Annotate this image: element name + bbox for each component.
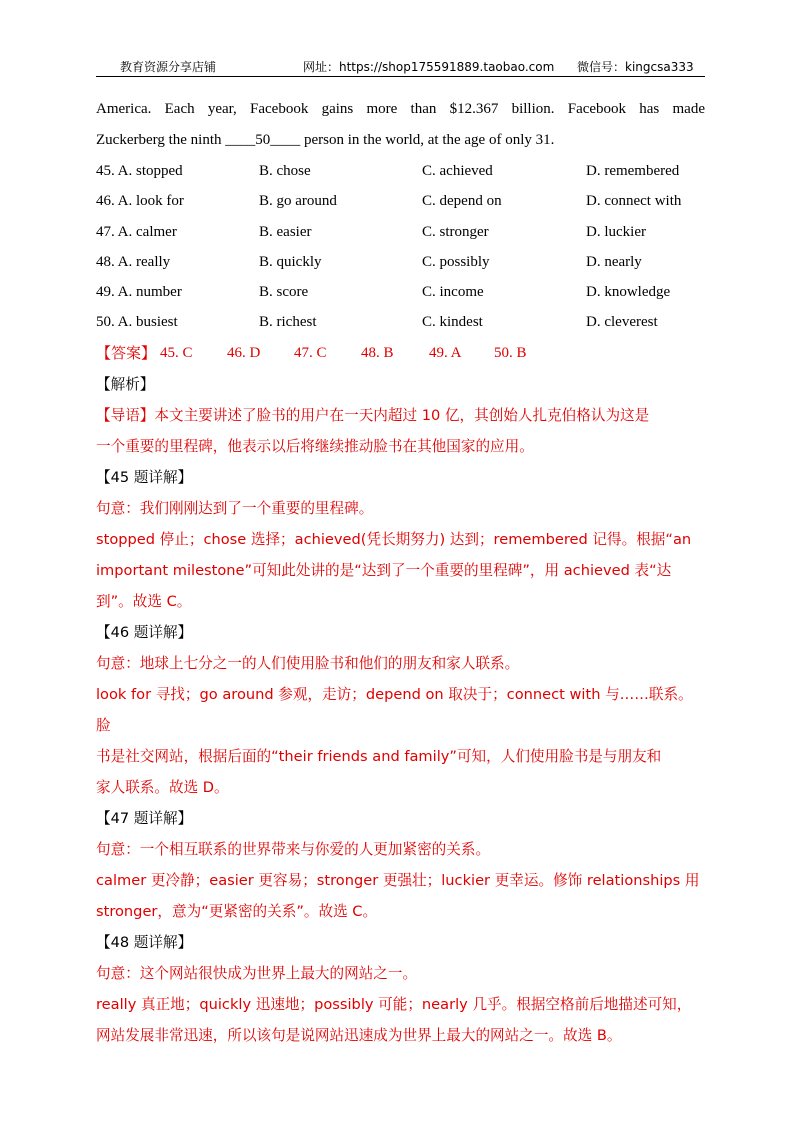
option-c: C. possibly <box>422 253 490 270</box>
q46-meaning: 句意：地球上七分之一的人们使用脸书和他们的朋友和家人联系。 <box>96 654 520 672</box>
option-row-48 <box>96 247 705 277</box>
q47-meaning: 句意：一个相互联系的世界带来与你爱的人更加紧密的关系。 <box>96 840 491 858</box>
q45-explanation-line: stopped 停止；chose 选择；achieved(凭长期努力) 达到；remembered 记得。根据“an <box>96 530 692 548</box>
answer-item: 46. D <box>227 344 261 361</box>
answer-item: 47. C <box>294 344 327 361</box>
document-body <box>96 94 705 1051</box>
answer-item: 49. A <box>429 344 462 361</box>
option-a: 48. A. really <box>96 253 171 270</box>
q46-explanation-line: 家人联系。故选 D。 <box>96 778 229 796</box>
q48-explanation-line: really 真正地；quickly 迅速地；possibly 可能；nearly 几乎。根据空格前后地描述可知， <box>96 995 692 1013</box>
q48-title: 【48 题详解】 <box>96 933 193 951</box>
option-b: B. richest <box>259 314 317 331</box>
option-row-47 <box>96 217 705 247</box>
option-d: D. luckier <box>586 223 646 240</box>
answer-item: 45. C <box>160 344 193 361</box>
option-b: B. go around <box>259 193 337 210</box>
answer-key <box>96 338 705 369</box>
option-row-45 <box>96 156 705 186</box>
options-table <box>96 156 705 338</box>
option-d: D. cleverest <box>586 314 658 331</box>
answer-item: 50. B <box>494 344 527 361</box>
option-d: D. connect with <box>586 193 682 210</box>
option-c: C. kindest <box>422 314 483 331</box>
option-b: B. score <box>259 284 309 301</box>
option-row-49 <box>96 277 705 307</box>
option-b: B. easier <box>259 223 312 240</box>
passage-line-2: Zuckerberg the ninth ____50____ person in the world, at the age of only 31. <box>96 132 555 148</box>
q47-explanation-line: stronger，意为“更紧密的关系”。故选 C。 <box>96 902 378 920</box>
option-d: D. knowledge <box>586 284 671 301</box>
option-a: 45. A. stopped <box>96 163 183 179</box>
guide-line-1: 【导语】本文主要讲述了脸书的用户在一天内超过 10 亿，其创始人扎克伯格认为这是 <box>96 406 650 424</box>
answer-label: 【答案】 <box>96 343 157 362</box>
q45-explanation-line: 到”。故选 C。 <box>96 592 192 610</box>
q46-explanation-line: 书是社交网站，根据后面的“their friends and family”可知，人们使用脸书是与朋友和 <box>96 747 662 765</box>
option-a: 50. A. busiest <box>96 314 178 331</box>
option-c: C. stronger <box>422 223 489 240</box>
header-url: 网址：https://shop175591889.taobao.com <box>303 60 555 74</box>
q46-explanation-line: look for 寻找；go around 参观，走访；depend on 取决于；connect with 与……联系。脸 <box>96 685 693 734</box>
passage-line-1: America. Each year, Facebook gains more than $12.367 billion. Facebook has made <box>96 101 705 117</box>
option-c: C. depend on <box>422 193 502 210</box>
page-header <box>96 56 705 77</box>
option-d: D. remembered <box>586 163 680 179</box>
option-b: B. chose <box>259 163 311 179</box>
analysis-heading: 【解析】 <box>96 375 155 393</box>
option-c: C. income <box>422 284 484 301</box>
q47-title: 【47 题详解】 <box>96 809 193 827</box>
option-row-46 <box>96 186 705 216</box>
option-d: D. nearly <box>586 253 642 270</box>
option-a: 47. A. calmer <box>96 223 177 240</box>
header-wechat: 微信号：kingcsa333 <box>577 60 694 74</box>
q45-explanation-line: important milestone”可知此处讲的是“达到了一个重要的里程碑”，用 achieved 表“达 <box>96 561 672 579</box>
option-b: B. quickly <box>259 253 322 270</box>
option-a: 49. A. number <box>96 284 182 301</box>
header-shop-name: 教育资源分享店铺 <box>120 60 217 74</box>
option-row-50 <box>96 307 705 337</box>
option-c: C. achieved <box>422 163 493 179</box>
option-a: 46. A. look for <box>96 193 184 210</box>
q45-meaning: 句意：我们刚刚达到了一个重要的里程碑。 <box>96 499 374 517</box>
q46-title: 【46 题详解】 <box>96 623 193 641</box>
q48-meaning: 句意：这个网站很快成为世界上最大的网站之一。 <box>96 964 418 982</box>
answer-item: 48. B <box>361 344 394 361</box>
q48-explanation-line: 网站发展非常迅速，所以该句是说网站迅速成为世界上最大的网站之一。故选 B。 <box>96 1026 622 1044</box>
q47-explanation-line: calmer 更冷静；easier 更容易；stronger 更强壮；luckier 更幸运。修饰 relationships 用 <box>96 871 700 889</box>
q45-title: 【45 题详解】 <box>96 468 193 486</box>
guide-line-2: 一个重要的里程碑，他表示以后将继续推动脸书在其他国家的应用。 <box>96 437 534 455</box>
